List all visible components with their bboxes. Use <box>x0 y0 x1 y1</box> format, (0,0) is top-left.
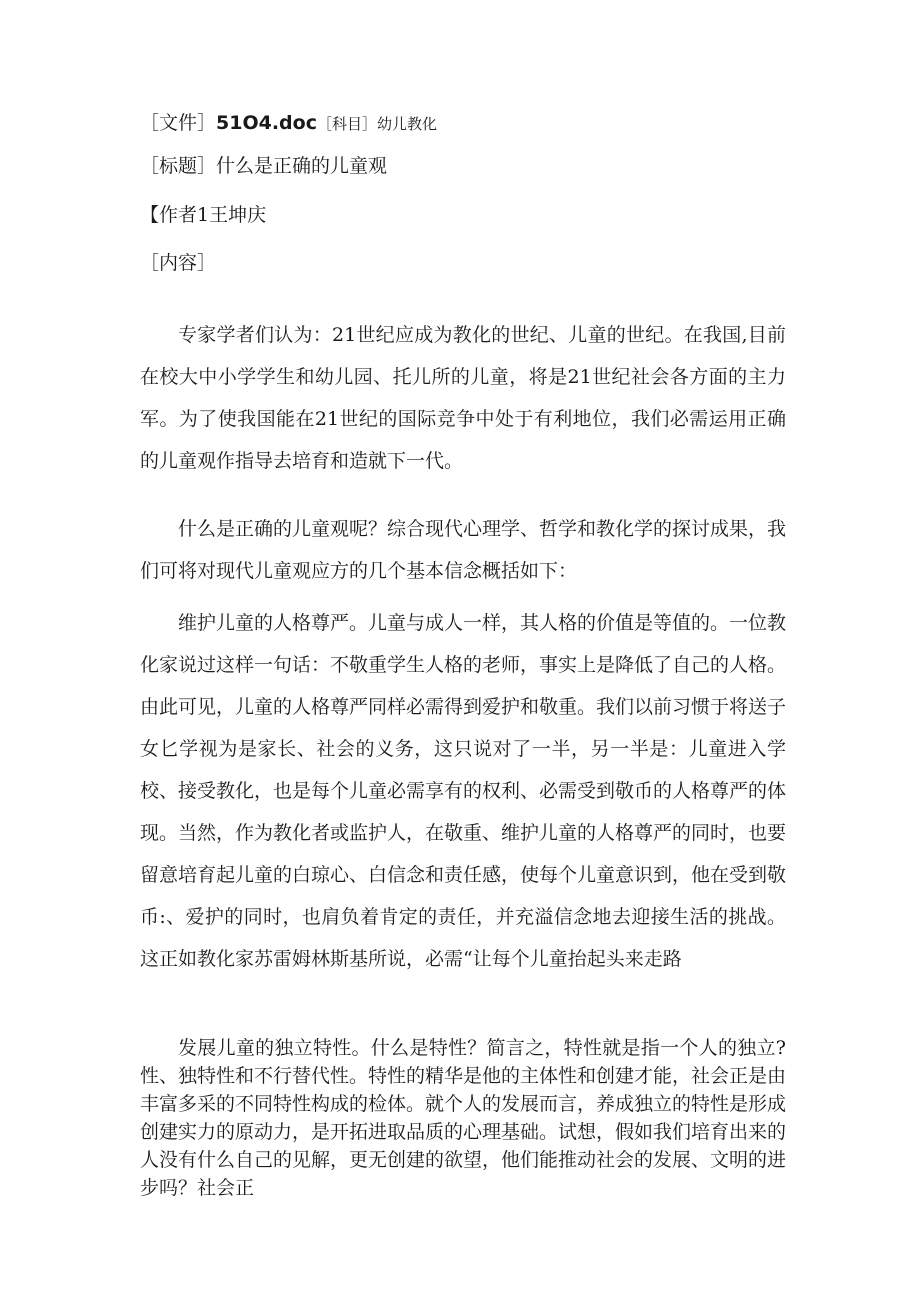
author-line: 【作者1王坤庆 <box>140 204 267 226</box>
title-line: ［标题］什么是正确的儿童观 <box>140 155 388 177</box>
file-info-line <box>140 111 437 136</box>
body-paragraph-4: 发展儿童的独立特性。什么是特性？简言之，特性就是指一个人的独立?性、独特性和不行替代性。特性的精华是他的主体性和创建才能，社会正是由丰富多采的不同特性构成的检体。就个人的发展而言，养成独立的特性是形成创建实力的原动力，是开拓进取品质的心理基础。试想，假如我们培育出来的人没有什么自己的见解，更无创建的欲望，他们能推动社会的发展、文明的进步吗？社会正 <box>140 1037 787 1199</box>
content-label: ［内容］ <box>140 252 217 274</box>
body-paragraph-3: 维护儿童的人格尊严。儿童与成人一样，其人格的价值是等值的。一位教化家说过这样一句话：不敬重学生人格的老师，事实上是降低了自己的人格。由此可见，儿童的人格尊严同样必需得到爱护和敬重。我们以前习惯于将送子女匕学视为是家长、社会的义务，这只说对了一半，另一半是：儿童进入学校、接受教化，也是每个儿童必需享有的权利、必需受到敬币的人格尊严的体现。当然，作为教化者或监护人，在敬重、维护儿童的人格尊严的同时，也要留意培育起儿童的白琼心、白信念和责任感，使每个儿童意识到，他在受到敬币:、爱护的同时，也肩负着肯定的责任，并充溢信念地去迎接生活的挑战。这正如教化家苏雷姆林斯基所说，必需“让每个儿童抬起头来走路 <box>140 612 787 970</box>
subject-label: ［科目］幼儿教化 <box>316 115 437 133</box>
file-name: 51O4.doc <box>216 112 317 134</box>
body-paragraph-2: 什么是正确的儿童观呢？综合现代心理学、哲学和教化学的探讨成果，我们可将对现代儿童观应方的几个基本信念概括如下： <box>140 518 787 582</box>
file-label: ［文件］ <box>140 112 217 134</box>
body-paragraph-1: 专家学者们认为：21世纪应成为教化的世纪、儿童的世纪。在我国,目前在校大中小学学生和幼儿园、托儿所的儿童，将是21世纪社会各方面的主力军。为了使我国能在21世纪的国际竞争中处于有利地位，我们必需运用正确的儿童观作指导去培育和造就下一代。 <box>140 324 786 472</box>
